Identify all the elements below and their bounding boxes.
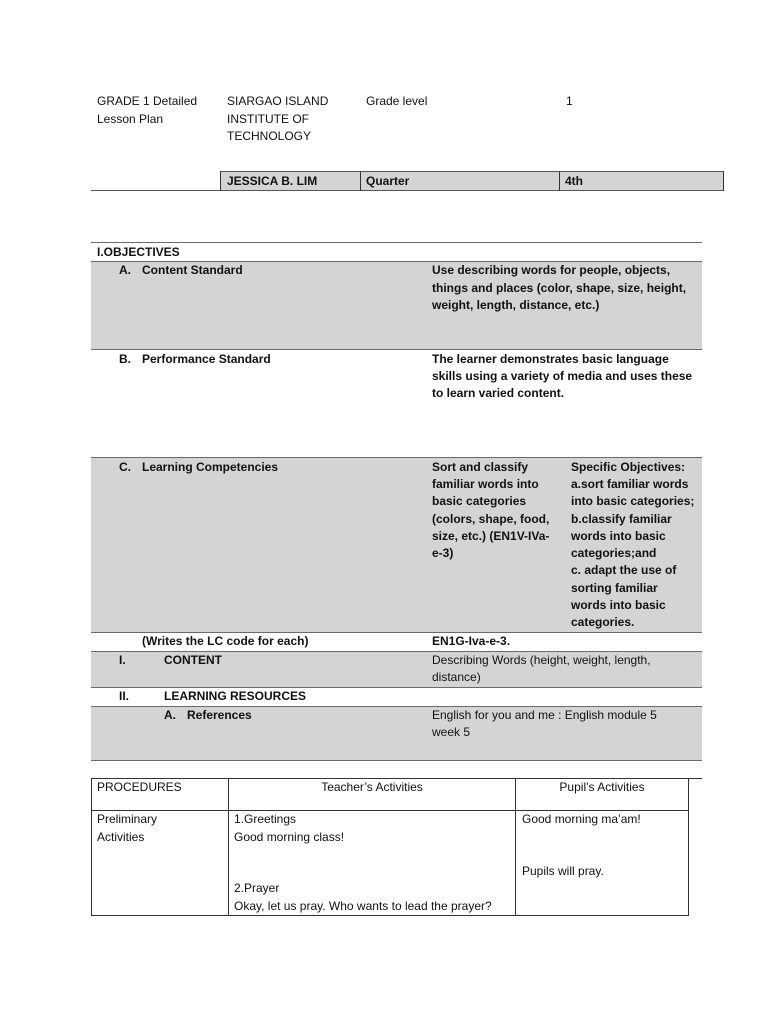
lc-code-label: (Writes the LC code for each) <box>142 634 309 648</box>
content-standard-text-line-2: things and places (color, shape, size, height, <box>432 281 687 295</box>
learning-resources-marker: II. <box>119 689 130 703</box>
content-label: CONTENT <box>164 653 222 667</box>
references-text-line-2: week 5 <box>432 725 471 739</box>
quarter-label: Quarter <box>366 174 410 188</box>
competency-text-line-3: basic categories <box>432 494 527 508</box>
specific-objectives-line-1: Specific Objectives: <box>571 460 686 474</box>
teacher-activity-line-3: 2.Prayer <box>234 881 280 895</box>
procedures-col-divider-1 <box>228 778 229 916</box>
quarter-value: 4th <box>565 174 583 188</box>
pupil-activity-line-2: Pupils will pray. <box>522 864 604 878</box>
performance-standard-label: Performance Standard <box>142 352 271 366</box>
teacher-activity-line-1: 1.Greetings <box>234 812 297 826</box>
teacher-cell-left-border <box>220 171 221 191</box>
specific-objectives-line-2: a.sort familiar words <box>571 477 689 491</box>
rule <box>91 242 702 243</box>
school-name-line-3: TECHNOLOGY <box>227 129 312 143</box>
competency-text-line-4: (colors, shape, food, <box>432 512 550 526</box>
teacher-name: JESSICA B. LIM <box>227 174 318 188</box>
procedures-left-border <box>91 778 92 916</box>
procedures-header: PROCEDURES <box>97 780 182 794</box>
content-text-line-1: Describing Words (height, weight, length, <box>432 653 651 667</box>
competency-text-line-6: e-3) <box>432 546 454 560</box>
specific-objectives-line-7: c. adapt the use of <box>571 563 677 577</box>
teacher-row-right-border <box>723 171 724 191</box>
specific-objectives-line-10: categories. <box>571 615 635 629</box>
content-standard-label: Content Standard <box>142 263 243 277</box>
competency-text-line-1: Sort and classify <box>432 460 529 474</box>
teacher-activity-line-4: Okay, let us pray. Who wants to lead the prayer? <box>234 899 492 913</box>
performance-standard-marker: B. <box>119 352 131 366</box>
teacher-cell-divider <box>360 171 361 191</box>
school-name-line-1: SIARGAO ISLAND <box>227 94 329 108</box>
pupil-activities-header: Pupil’s Activities <box>559 780 645 794</box>
procedures-right-border <box>688 778 689 916</box>
teacher-activity-line-2: Good morning class! <box>234 830 345 844</box>
learning-competencies-label: Learning Competencies <box>142 460 279 474</box>
specific-objectives-line-4: b.classify familiar <box>571 512 672 526</box>
specific-objectives-line-9: words into basic <box>571 598 666 612</box>
procedures-col-divider-2 <box>515 778 516 916</box>
specific-objectives-line-5: words into basic <box>571 529 666 543</box>
performance-standard-text-line-1: The learner demonstrates basic language <box>432 352 669 366</box>
learning-competencies-marker: C. <box>119 460 131 474</box>
pupil-activity-line-1: Good morning ma’am! <box>522 812 641 826</box>
references-marker: A. <box>164 708 176 722</box>
performance-standard-text-line-2: skills using a variety of media and uses these <box>432 369 693 383</box>
teacher-row-top-border <box>220 171 724 172</box>
specific-objectives-line-8: sorting familiar <box>571 581 658 595</box>
lesson-plan-title-line-1: GRADE 1 Detailed <box>97 94 198 108</box>
lesson-plan-title-line-2: Lesson Plan <box>97 112 164 126</box>
school-name-line-2: INSTITUTE OF <box>227 112 309 126</box>
content-standard-text-line-1: Use describing words for people, objects, <box>432 263 671 277</box>
competency-text-line-2: familiar words into <box>432 477 539 491</box>
objectives-heading: I.OBJECTIVES <box>97 245 180 259</box>
content-text-line-2: distance) <box>432 670 481 684</box>
specific-objectives-line-6: categories;and <box>571 546 657 560</box>
performance-standard-text-line-3: to learn varied content. <box>432 386 565 400</box>
references-label: References <box>187 708 252 722</box>
content-standard-marker: A. <box>119 263 131 277</box>
quarter-cell-divider <box>559 171 560 191</box>
content-marker: I. <box>119 653 126 667</box>
rule <box>91 349 702 350</box>
learning-resources-label: LEARNING RESOURCES <box>164 689 307 703</box>
lc-code-value: EN1G-Iva-e-3. <box>432 634 511 648</box>
rule <box>91 457 702 458</box>
grade-level-label: Grade level <box>366 94 428 108</box>
competency-text-line-5: size, etc.) (EN1V-IVa- <box>432 529 550 543</box>
specific-objectives-line-3: into basic categories; <box>571 494 695 508</box>
rule <box>91 760 702 761</box>
references-text-line-1: English for you and me : English module 5 <box>432 708 657 722</box>
content-standard-text-line-3: weight, length, distance, etc.) <box>432 298 600 312</box>
procedure-name-line-1: Preliminary <box>97 812 158 826</box>
procedure-name-line-2: Activities <box>97 830 145 844</box>
teacher-activities-header: Teacher’s Activities <box>321 780 423 794</box>
grade-level-value: 1 <box>566 94 573 108</box>
